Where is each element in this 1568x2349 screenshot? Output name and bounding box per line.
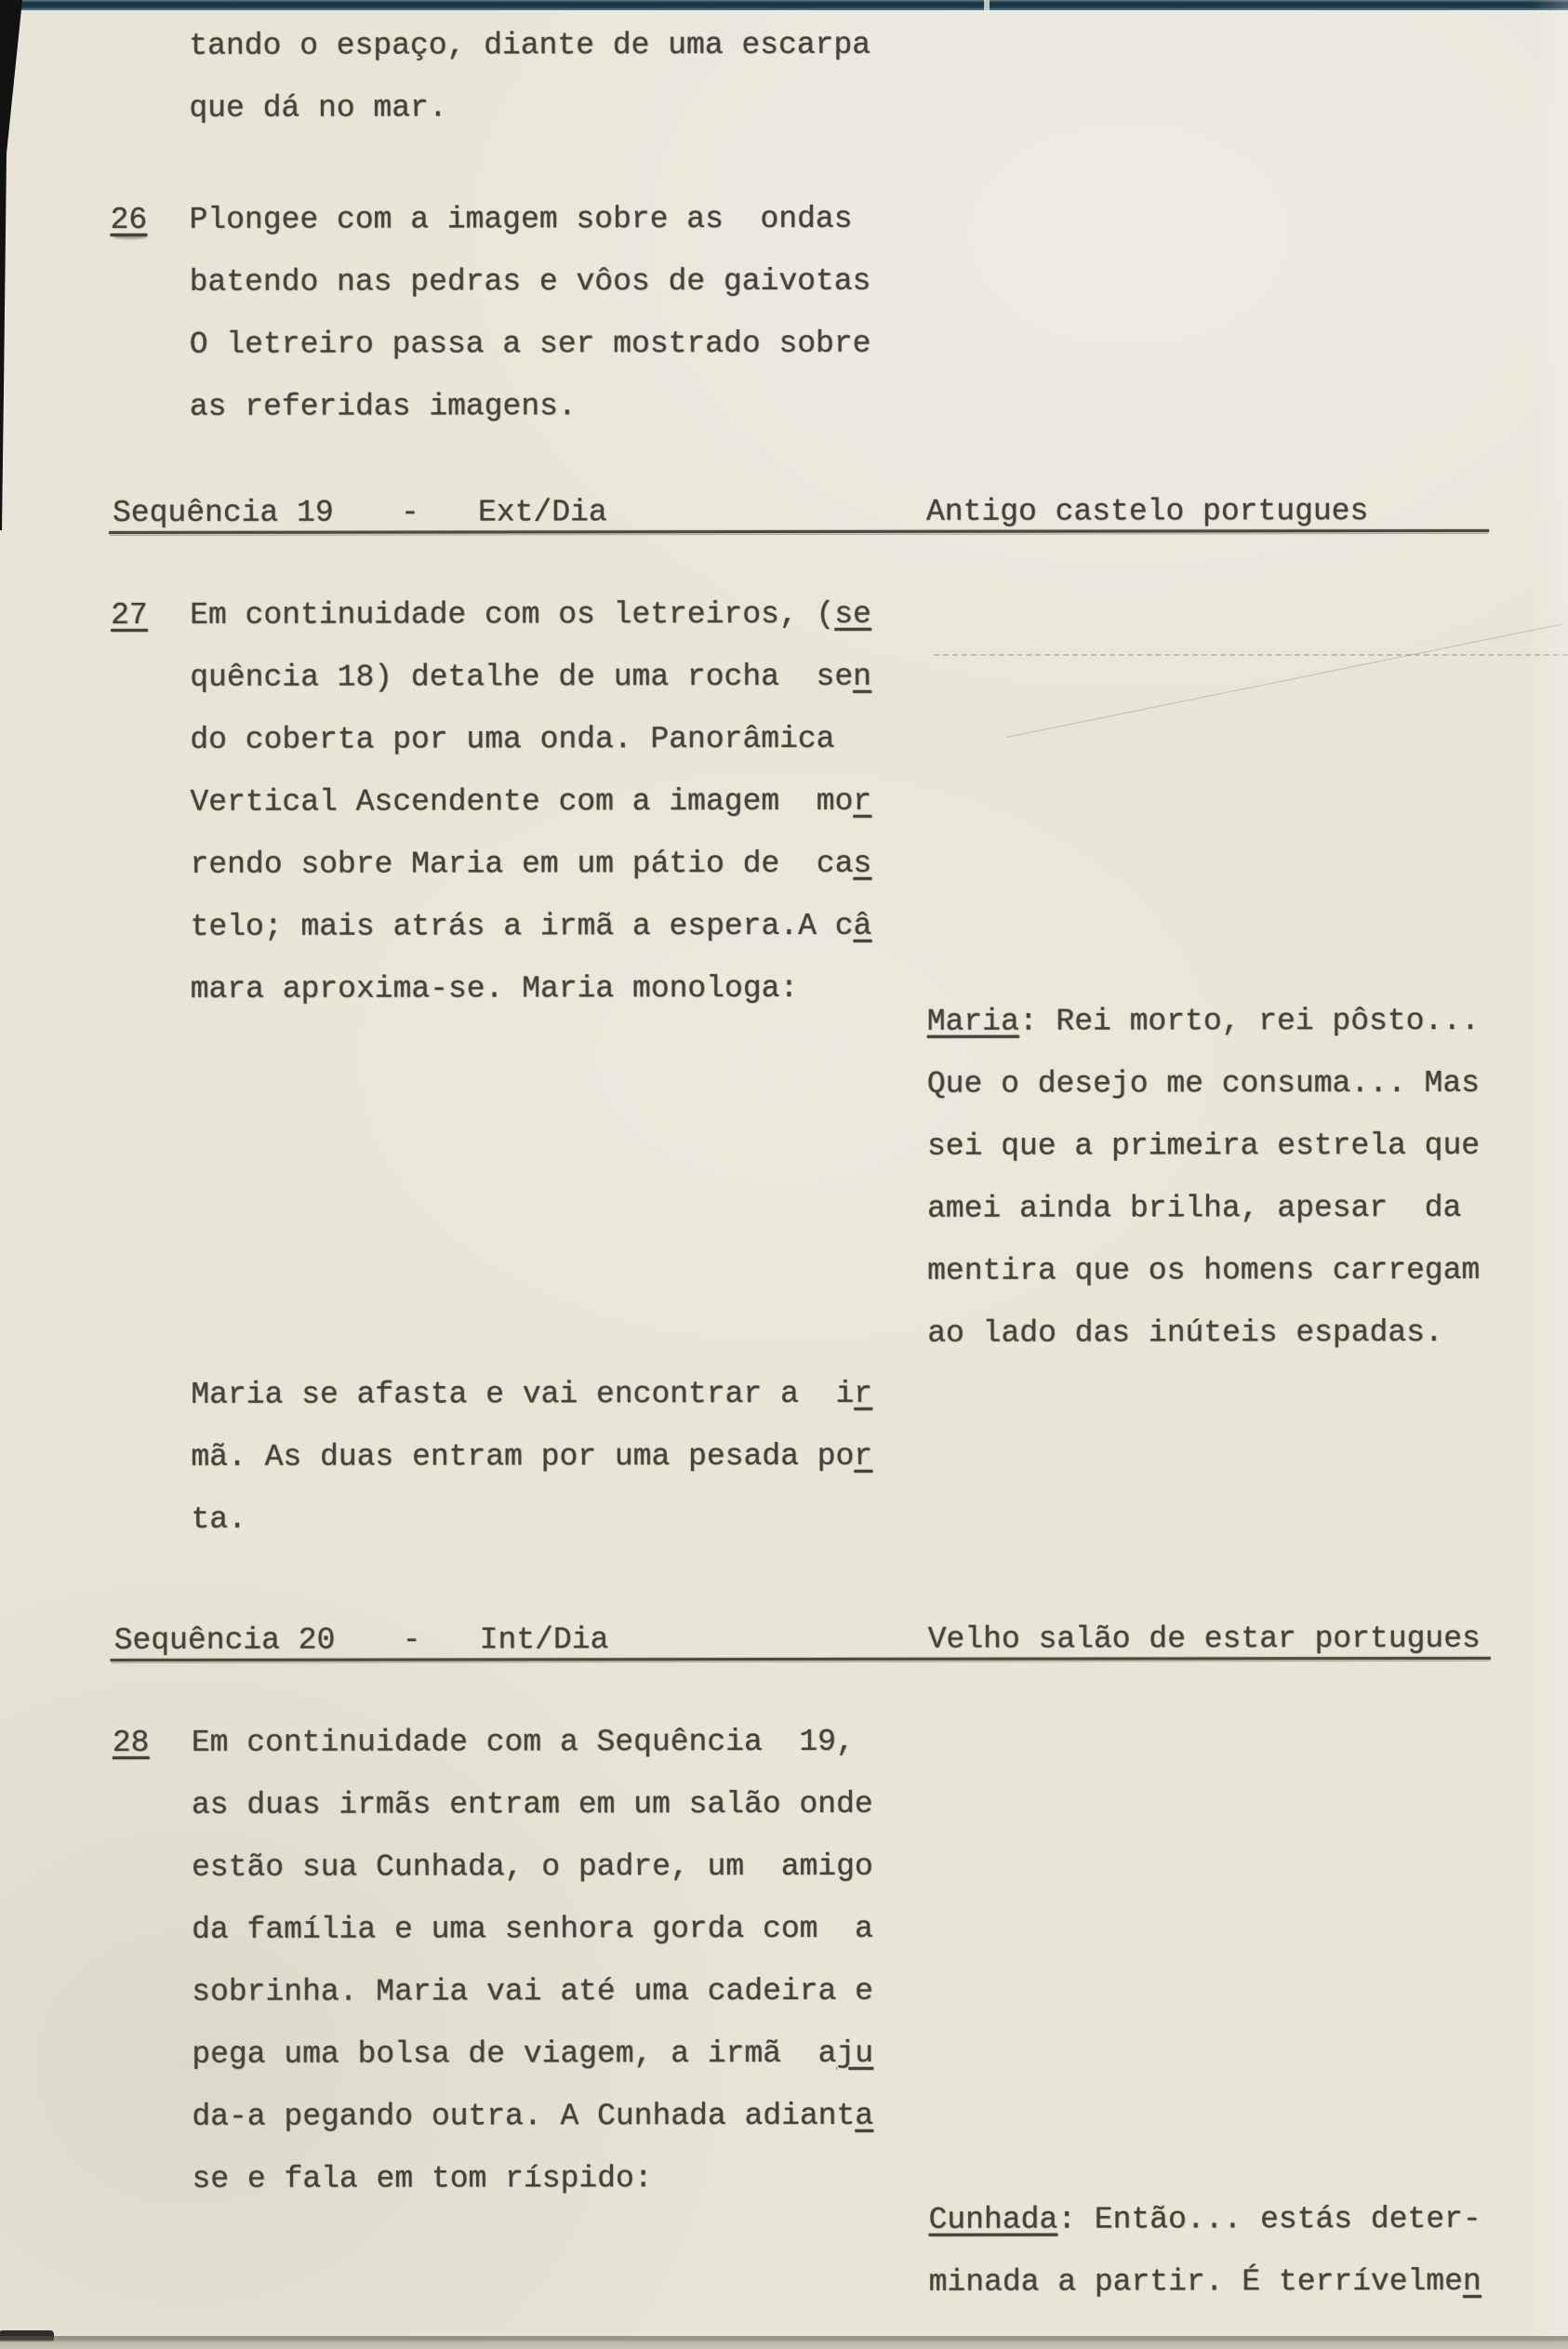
- scene-heading-slug: Int/Dia: [479, 1622, 609, 1658]
- scene-number: 27: [111, 597, 148, 634]
- scene-description-line: telo; mais atrás a irmã a espera.A câ: [190, 908, 872, 944]
- scene-number: 28: [112, 1725, 150, 1761]
- scene-description-line: as referidas imagens.: [189, 389, 577, 424]
- action-line: tando o espaço, diante de uma escarpa: [189, 27, 871, 63]
- scene-description-line: sobrinha. Maria vai até uma cadeira e: [192, 1973, 873, 2009]
- scene-description-line: quência 18) detalhe de uma rocha sen: [190, 659, 872, 695]
- scene-description-line: mara aproxima-se. Maria monologa:: [190, 970, 799, 1007]
- scene-description-line: da-a pegando outra. A Cunhada adianta: [192, 2098, 874, 2134]
- scene-description-line: da família e uma senhora gorda com a: [192, 1911, 873, 1947]
- scene-heading-dash: -: [400, 495, 419, 530]
- dialogue-line: minada a partir. É terrívelmen: [928, 2263, 1482, 2300]
- scene-description-line: rendo sobre Maria em um pátio de cas: [190, 846, 872, 882]
- scene-description-line: O letreiro passa a ser mostrado sobre: [189, 326, 871, 362]
- dialogue-line: mentira que os homens carregam: [927, 1252, 1481, 1288]
- dialogue-line: Cunhada: Então... estás deter-: [928, 2201, 1482, 2237]
- scene-heading-title: Sequência 19: [112, 495, 334, 531]
- scene-description-line: Em continuidade com os letreiros, (se: [190, 596, 871, 633]
- dialogue-line: sei que a primeira estrela que: [926, 1128, 1481, 1164]
- scene-heading-location: Velho salão de estar portugues: [927, 1621, 1481, 1657]
- scene-description-line: Vertical Ascendente com a imagem mor: [190, 783, 872, 820]
- scene-description-line: se e fala em tom ríspido:: [192, 2161, 653, 2196]
- action-line: Maria se afasta e vai encontrar a ir: [191, 1376, 873, 1412]
- scene-heading-title: Sequência 20: [113, 1622, 336, 1659]
- scene-number: 26: [110, 202, 148, 238]
- scene-heading-slug: Ext/Dia: [477, 495, 607, 530]
- scan-bottom-edge: [0, 2336, 1568, 2349]
- scene-heading-dash: -: [402, 1622, 421, 1658]
- dialogue-line: ao lado das inúteis espadas.: [927, 1315, 1443, 1351]
- scene-description-line: batendo nas pedras e vôos de gaivotas: [189, 263, 871, 300]
- scene-description-line: Plongee com a imagem sobre as ondas: [189, 201, 853, 237]
- dialogue-line: Maria: Rei morto, rei pôsto...: [926, 1003, 1480, 1039]
- action-line: mã. As duas entram por uma pesada por: [191, 1438, 873, 1475]
- scene-description-line: Em continuidade com a Sequência 19,: [191, 1724, 855, 1760]
- scene-description-line: pega uma bolsa de viagem, a irmã aju: [192, 2035, 874, 2072]
- scene-description-line: do coberta por uma onda. Panorâmica: [190, 721, 835, 757]
- dialogue-line: Que o desejo me consuma... Mas: [926, 1065, 1480, 1101]
- scene-description-line: estão sua Cunhada, o padre, um amigo: [192, 1849, 873, 1885]
- scene-description-line: as duas irmãs entram em um salão onde: [191, 1786, 873, 1822]
- dialogue-line: amei ainda brilha, apesar da: [927, 1190, 1462, 1226]
- action-line: ta.: [191, 1501, 246, 1537]
- scene-heading-location: Antigo castelo portugues: [925, 494, 1369, 529]
- action-line: que dá no mar.: [189, 90, 447, 126]
